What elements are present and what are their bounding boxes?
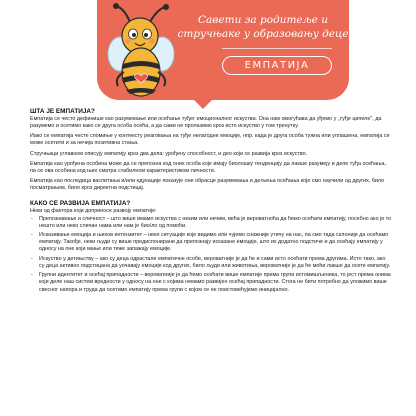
paragraph: Емпатија као урођена особина може да се препозна код оних особа које имају биолошку тенденцију да лакше разумеју и деле туђа осећања, па се ова особина код њих сматра стабилном карактеристиком личности. (30, 160, 387, 174)
paragraph: Стручњаци углавном описују емпатију кроз два дела: урођену способност, и део који се развија кроз искуство. (30, 150, 308, 157)
paragraph: Иако се емпатија честе спомиње у контексту реаговања на туђе нелагодне емоције, нпр. када је друга особа тужна или уплашена, емпатија се може осетити и за нечија позитивна стања. (30, 133, 390, 147)
topic-pill: ЕМПАТИЈА (222, 56, 332, 75)
section-intro: Неки од фактора који доприносе развоју емпатије: (30, 208, 157, 215)
list-item: - Исказивање емоција и њихов интензитет – неке ситуације које видимо или чујемо снажније утичу на нас, па смо тада склонији да осећамо емпатију. Такође, неки људи су више предиспонирани да препознају исказане емоције, што их додатно подстиче и да осећају емпатију у односу на оне који мање или теже запажају емоције. (39, 232, 392, 253)
header-banner (0, 0, 416, 102)
list-item: - Групни идентитет и осећај припадности – вероватније је да ћемо осећати више емпатије према групи истомишљеника, то јест према онима који деле наш систем вредности у односу на оне с којима немамо развијен осећај припадности. Стога не бити потребно да уложимо више свесног напора и труда да осетимо емпатију према групи с којом се не поистовећујемо иницијално. (39, 272, 392, 293)
factor-list (30, 216, 392, 294)
paragraph: Емпатија као последица васпитања и/или едукације показује оне обрасце разумевања и дељења осећања које смо научили од других, било посматрањем, било кроз директни подстицај. (30, 178, 385, 192)
banner-title-line-1: Савети за родитеље и (198, 14, 328, 26)
list-item: - Препознавање и сличност – што више имамо искуства с неким или нечим, већа је вероватноћа да ћемо осећати емпатију, посебно ако је то нешто или неко сличан нама или нам је био/ло од помоћи. (39, 216, 392, 230)
banner-title (168, 13, 358, 41)
paragraph: Емпатија се често дефинише као разумевање или осећање туђег емоционалног искуства. Она нам омогућава да уђемо у „туђе ципеле", да разумемо и осетимо како се друга особа осећа, а да сами не пролазимо кроз исто искуство у том тренутку. (30, 116, 382, 130)
section-heading-how-empathy-develops: КАКО СЕ РАЗВИЈА ЕМПАТИЈА? (30, 200, 131, 208)
list-item: - Искуство у детињству – ако су деца одрастале емпатичне особе, вероватније је да ће и сами исто осећати према другима. Исто тако, ако су деца активно подстицана да уочавају емоције код других, било људи или животиња, вероватније је да ће моћи лакше да осете емпатију. (39, 256, 392, 270)
banner-divider (222, 48, 332, 49)
article-body (30, 107, 392, 296)
section-heading-what-is-empathy: ШТА ЈЕ ЕМПАТИЈА? (30, 108, 95, 115)
banner-title-line-2: стручњаке у образовању деце (177, 28, 349, 40)
